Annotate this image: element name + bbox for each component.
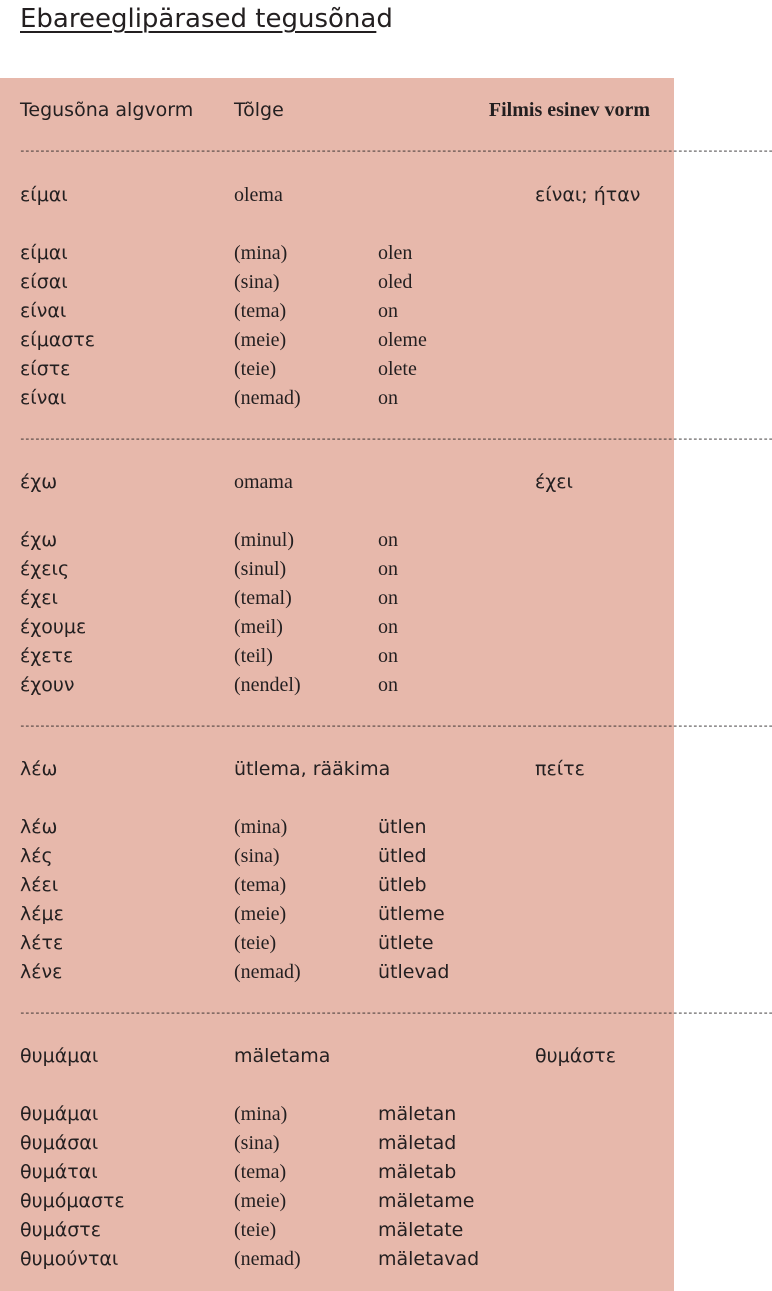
translated-form: oled	[378, 271, 413, 293]
translated-form: mäletavad	[378, 1248, 480, 1270]
conjugation-row	[0, 871, 674, 899]
conjugated-verb: έχω	[20, 529, 58, 551]
conjugation-row	[0, 958, 674, 986]
translated-form: olen	[378, 242, 413, 264]
conjugation-row	[0, 842, 674, 870]
conjugation-row	[0, 900, 674, 928]
conjugated-verb: είμαστε	[20, 329, 96, 351]
conjugated-verb: έχουμε	[20, 616, 87, 638]
conjugated-verb: έχεις	[20, 558, 70, 580]
pronoun: (sina)	[234, 1132, 280, 1154]
pronoun: (sinul)	[234, 558, 287, 580]
verb-table-panel	[0, 78, 772, 1291]
section-head-row	[0, 181, 674, 209]
pronoun: (teie)	[234, 932, 277, 954]
conjugation-row	[0, 239, 674, 267]
conjugation-row	[0, 1187, 674, 1215]
pronoun: (tema)	[234, 874, 287, 896]
separator-line: ------------------------------------------------------------------------------------------------------------------------------------------------------	[19, 719, 772, 732]
page-title	[20, 2, 393, 36]
meaning: ütlema, rääkima	[234, 758, 391, 780]
conjugated-verb: είσαι	[20, 271, 68, 293]
conjugation-row	[0, 613, 674, 641]
section-head-row	[0, 1042, 674, 1070]
pronoun: (temal)	[234, 587, 292, 609]
infinitive: είμαι	[20, 184, 68, 206]
translated-form: ütlevad	[378, 961, 450, 983]
conjugated-verb: είστε	[20, 358, 71, 380]
header-verb: Tegusõna algvorm	[20, 99, 194, 121]
translated-form: mäletad	[378, 1132, 457, 1154]
translated-form: mäletan	[378, 1103, 457, 1125]
translated-form: ütlen	[378, 816, 427, 838]
conjugation-row	[0, 929, 674, 957]
separator-line: ------------------------------------------------------------------------------------------------------------------------------------------------------	[19, 144, 772, 157]
translated-form: on	[378, 645, 398, 667]
translated-form: olete	[378, 358, 417, 380]
pronoun: (mina)	[234, 242, 288, 264]
translated-form: on	[378, 387, 398, 409]
conjugated-verb: έχει	[20, 587, 58, 609]
conjugated-verb: λέω	[20, 816, 58, 838]
pronoun: (tema)	[234, 300, 287, 322]
pronoun: (meie)	[234, 903, 287, 925]
conjugation-row	[0, 671, 674, 699]
translated-form: on	[378, 558, 398, 580]
header-translation: Tõlge	[234, 99, 284, 121]
conjugated-verb: θυμάμαι	[20, 1103, 99, 1125]
translated-form: ütled	[378, 845, 427, 867]
conjugation-row	[0, 1100, 674, 1128]
page-title-underlined: Ebareeglipärased tegusõna	[20, 4, 377, 34]
conjugation-row	[0, 384, 674, 412]
page-title-end: d	[376, 4, 393, 34]
conjugated-verb: θυμούνται	[20, 1248, 119, 1270]
translated-form: mäletab	[378, 1161, 457, 1183]
conjugated-verb: λές	[20, 845, 53, 867]
translated-form: mäletate	[378, 1219, 464, 1241]
infinitive: λέω	[20, 758, 58, 780]
conjugated-verb: λέτε	[20, 932, 64, 954]
conjugation-row	[0, 326, 674, 354]
separator-line: ------------------------------------------------------------------------------------------------------------------------------------------------------	[19, 1006, 772, 1019]
pronoun: (minul)	[234, 529, 294, 551]
conjugation-row	[0, 813, 674, 841]
conjugated-verb: θυμάται	[20, 1161, 98, 1183]
conjugated-verb: έχετε	[20, 645, 74, 667]
conjugation-row	[0, 642, 674, 670]
conjugated-verb: είναι	[20, 387, 67, 409]
pronoun: (meie)	[234, 329, 287, 351]
conjugation-row	[0, 355, 674, 383]
pronoun: (tema)	[234, 1161, 287, 1183]
pronoun: (nemad)	[234, 961, 301, 983]
conjugated-verb: λέει	[20, 874, 59, 896]
meaning: olema	[234, 184, 283, 206]
conjugation-row	[0, 1216, 674, 1244]
pronoun: (mina)	[234, 1103, 288, 1125]
translated-form: on	[378, 674, 398, 696]
meaning: mäletama	[234, 1045, 331, 1067]
table-header	[0, 96, 674, 124]
conjugation-row	[0, 268, 674, 296]
translated-form: ütleme	[378, 903, 445, 925]
conjugation-row	[0, 526, 674, 554]
translated-form: on	[378, 616, 398, 638]
conjugation-row	[0, 1245, 674, 1273]
pronoun: (nemad)	[234, 1248, 301, 1270]
conjugated-verb: είμαι	[20, 242, 68, 264]
pronoun: (nendel)	[234, 674, 301, 696]
infinitive: θυμάμαι	[20, 1045, 99, 1067]
pronoun: (meil)	[234, 616, 283, 638]
film-form: έχει	[535, 471, 573, 493]
conjugation-row	[0, 1158, 674, 1186]
film-form: θυμάστε	[535, 1045, 616, 1067]
translated-form: ütlete	[378, 932, 434, 954]
conjugation-row	[0, 555, 674, 583]
conjugated-verb: είναι	[20, 300, 67, 322]
conjugated-verb: λένε	[20, 961, 63, 983]
translated-form: on	[378, 529, 398, 551]
conjugation-row	[0, 1129, 674, 1157]
pronoun: (sina)	[234, 271, 280, 293]
pronoun: (nemad)	[234, 387, 301, 409]
infinitive: έχω	[20, 471, 58, 493]
pronoun: (meie)	[234, 1190, 287, 1212]
meaning: omama	[234, 471, 293, 493]
conjugated-verb: λέμε	[20, 903, 64, 925]
header-film-form: Filmis esinev vorm	[488, 99, 650, 121]
conjugation-row	[0, 297, 674, 325]
conjugation-row	[0, 584, 674, 612]
pronoun: (teil)	[234, 645, 273, 667]
translated-form: mäletame	[378, 1190, 475, 1212]
pronoun: (teie)	[234, 1219, 277, 1241]
section-head-row	[0, 755, 674, 783]
film-form: πείτε	[535, 758, 585, 780]
conjugated-verb: θυμάστε	[20, 1219, 101, 1241]
translated-form: oleme	[378, 329, 427, 351]
conjugated-verb: θυμόμαστε	[20, 1190, 125, 1212]
section-head-row	[0, 468, 674, 496]
translated-form: on	[378, 300, 398, 322]
pronoun: (teie)	[234, 358, 277, 380]
separator-line: ------------------------------------------------------------------------------------------------------------------------------------------------------	[19, 432, 772, 445]
conjugated-verb: θυμάσαι	[20, 1132, 99, 1154]
film-form: είναι; ήταν	[535, 184, 641, 206]
translated-form: on	[378, 587, 398, 609]
conjugated-verb: έχουν	[20, 674, 75, 696]
pronoun: (sina)	[234, 845, 280, 867]
pronoun: (mina)	[234, 816, 288, 838]
translated-form: ütleb	[378, 874, 427, 896]
